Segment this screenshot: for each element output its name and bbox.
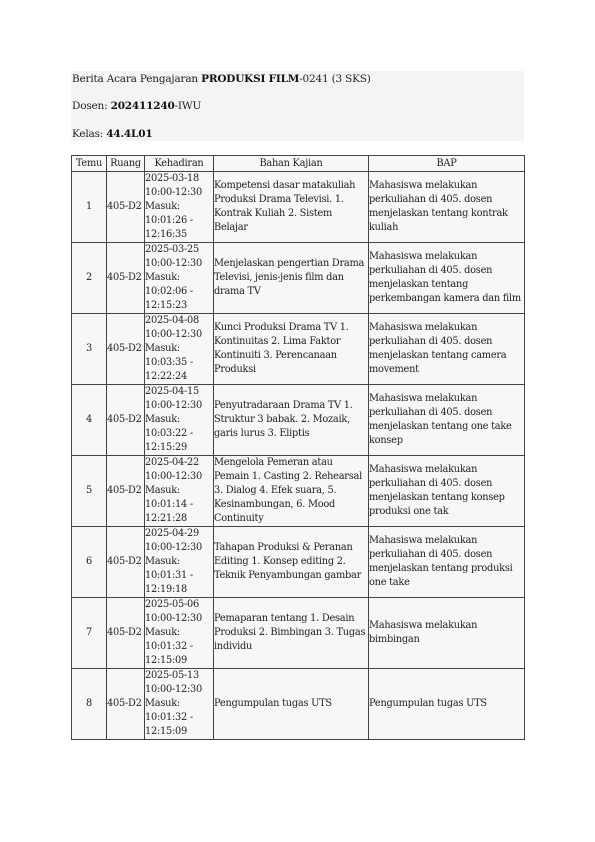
kehadiran-masuk-label: Masuk: xyxy=(145,485,180,496)
cell-temu: 1 xyxy=(72,172,107,243)
kehadiran-masuk-label: Masuk: xyxy=(145,556,180,567)
kehadiran-keluar-time: 12:21:28 xyxy=(145,513,187,524)
cell-bap: Mahasiswa melakukan perkuliahan di 405. dosen menjelaskan tentang produksi one take xyxy=(369,527,525,598)
kehadiran-date: 2025-05-13 xyxy=(145,670,199,681)
course-prefix: Berita Acara Pengajaran xyxy=(72,73,202,85)
cell-temu: 8 xyxy=(72,669,107,740)
kehadiran-time: 10:00-12:30 xyxy=(145,329,203,340)
kehadiran-keluar-time: 12:15:23 xyxy=(145,300,187,311)
cell-kehadiran xyxy=(145,172,214,243)
column-header-ruang: Ruang xyxy=(107,156,145,172)
kehadiran-masuk-time: 10:01:26 - xyxy=(145,215,193,226)
kehadiran-date: 2025-05-06 xyxy=(145,599,199,610)
cell-temu: 6 xyxy=(72,527,107,598)
cell-ruang: 405-D2 xyxy=(107,243,145,314)
kehadiran-time: 10:00-12:30 xyxy=(145,684,203,695)
kehadiran-date: 2025-04-08 xyxy=(145,315,199,326)
kehadiran-keluar-time: 12:22:24 xyxy=(145,371,187,382)
column-header-temu: Temu xyxy=(72,156,107,172)
table-row xyxy=(72,527,525,598)
cell-kehadiran xyxy=(145,669,214,740)
cell-bahan-kajian: Tahapan Produksi & Peranan Editing 1. Konsep editing 2. Teknik Penyambungan gambar xyxy=(214,527,369,598)
cell-bahan-kajian: Penyutradaraan Drama TV 1. Struktur 3 babak. 2. Mozaik, garis lurus 3. Eliptis xyxy=(214,385,369,456)
course-name: PRODUKSI FILM xyxy=(201,73,300,85)
kehadiran-time: 10:00-12:30 xyxy=(145,400,203,411)
cell-bap: Mahasiswa melakukan perkuliahan di 405. dosen menjelaskan tentang camera movement xyxy=(369,314,525,385)
kehadiran-time: 10:00-12:30 xyxy=(145,471,203,482)
kehadiran-date: 2025-04-29 xyxy=(145,528,199,539)
kehadiran-masuk-label: Masuk: xyxy=(145,343,180,354)
kehadiran-time: 10:00-12:30 xyxy=(145,258,203,269)
kehadiran-keluar-time: 12:15:09 xyxy=(145,726,187,737)
cell-ruang: 405-D2 xyxy=(107,669,145,740)
column-header-bap: BAP xyxy=(369,156,525,172)
cell-ruang: 405-D2 xyxy=(107,314,145,385)
table-header-row xyxy=(72,156,525,172)
cell-bap: Pengumpulan tugas UTS xyxy=(369,669,525,740)
cell-ruang: 405-D2 xyxy=(107,385,145,456)
table-row xyxy=(72,598,525,669)
cell-temu: 7 xyxy=(72,598,107,669)
cell-kehadiran xyxy=(145,598,214,669)
table-row xyxy=(72,243,525,314)
cell-bap: Mahasiswa melakukan bimbingan xyxy=(369,598,525,669)
kehadiran-masuk-time: 10:01:14 - xyxy=(145,499,193,510)
cell-bahan-kajian: Pemaparan tentang 1. Desain Produksi 2. Bimbingan 3. Tugas individu xyxy=(214,598,369,669)
cell-ruang: 405-D2 xyxy=(107,598,145,669)
cell-bahan-kajian: Pengumpulan tugas UTS xyxy=(214,669,369,740)
kehadiran-keluar-time: 12:15:29 xyxy=(145,442,187,453)
kehadiran-date: 2025-03-18 xyxy=(145,173,199,184)
table-row xyxy=(72,172,525,243)
cell-bahan-kajian: Kunci Produksi Drama TV 1. Kontinuitas 2. Lima Faktor Kontinuiti 3. Perencanaan Produksi xyxy=(214,314,369,385)
table-row xyxy=(72,385,525,456)
kehadiran-masuk-time: 10:01:31 - xyxy=(145,570,193,581)
table-row xyxy=(72,456,525,527)
cell-kehadiran xyxy=(145,527,214,598)
cell-kehadiran xyxy=(145,243,214,314)
cell-bap: Mahasiswa melakukan perkuliahan di 405. dosen menjelaskan tentang konsep produksi one tak xyxy=(369,456,525,527)
kehadiran-time: 10:00-12:30 xyxy=(145,187,203,198)
kehadiran-masuk-time: 10:02:06 - xyxy=(145,286,193,297)
cell-temu: 3 xyxy=(72,314,107,385)
cell-kehadiran xyxy=(145,456,214,527)
table-row xyxy=(72,314,525,385)
kehadiran-masuk-label: Masuk: xyxy=(145,414,180,425)
cell-ruang: 405-D2 xyxy=(107,456,145,527)
document-header xyxy=(71,71,524,141)
kehadiran-time: 10:00-12:30 xyxy=(145,542,203,553)
cell-bap: Mahasiswa melakukan perkuliahan di 405. dosen menjelaskan tentang kontrak kuliah xyxy=(369,172,525,243)
cell-bahan-kajian: Menjelaskan pengertian Drama Televisi, jenis-jenis film dan drama TV xyxy=(214,243,369,314)
kelas-value: 44.4L01 xyxy=(106,128,153,140)
column-header-kehadiran: Kehadiran xyxy=(145,156,214,172)
dosen-id: 202411240 xyxy=(110,100,175,112)
kehadiran-masuk-label: Masuk: xyxy=(145,627,180,638)
kehadiran-masuk-label: Masuk: xyxy=(145,201,180,212)
dosen-suffix: -IWU xyxy=(174,100,202,112)
kehadiran-masuk-time: 10:01:32 - xyxy=(145,712,193,723)
kehadiran-date: 2025-04-15 xyxy=(145,386,199,397)
course-line xyxy=(72,73,371,85)
cell-temu: 4 xyxy=(72,385,107,456)
kelas-line xyxy=(72,128,152,140)
kehadiran-masuk-time: 10:03:35 - xyxy=(145,357,193,368)
cell-kehadiran xyxy=(145,385,214,456)
kehadiran-masuk-time: 10:03:22 - xyxy=(145,428,193,439)
cell-bahan-kajian: Mengelola Pemeran atau Pemain 1. Casting 2. Rehearsal 3. Dialog 4. Efek suara, 5. Kesinambungan, 6. Mood Continuity xyxy=(214,456,369,527)
kehadiran-time: 10:00-12:30 xyxy=(145,613,203,624)
cell-ruang: 405-D2 xyxy=(107,172,145,243)
attendance-table xyxy=(71,155,525,740)
table-body xyxy=(72,172,525,740)
cell-bap: Mahasiswa melakukan perkuliahan di 405. dosen menjelaskan tentang perkembangan kamera dan film xyxy=(369,243,525,314)
cell-kehadiran xyxy=(145,314,214,385)
cell-ruang: 405-D2 xyxy=(107,527,145,598)
kehadiran-date: 2025-04-22 xyxy=(145,457,199,468)
course-suffix: -0241 (3 SKS) xyxy=(299,73,371,85)
kehadiran-masuk-time: 10:01:32 - xyxy=(145,641,193,652)
kelas-label: Kelas: xyxy=(72,128,107,140)
cell-temu: 2 xyxy=(72,243,107,314)
column-header-bahan-kajian: Bahan Kajian xyxy=(214,156,369,172)
cell-bahan-kajian: Kompetensi dasar matakuliah Produksi Drama Televisi. 1. Kontrak Kuliah 2. Sistem Belajar xyxy=(214,172,369,243)
cell-bap: Mahasiswa melakukan perkuliahan di 405. dosen menjelaskan tentang one take konsep xyxy=(369,385,525,456)
kehadiran-masuk-label: Masuk: xyxy=(145,272,180,283)
kehadiran-masuk-label: Masuk: xyxy=(145,698,180,709)
table-row xyxy=(72,669,525,740)
kehadiran-keluar-time: 12:19:18 xyxy=(145,584,187,595)
kehadiran-date: 2025-03-25 xyxy=(145,244,199,255)
cell-temu: 5 xyxy=(72,456,107,527)
kehadiran-keluar-time: 12:16:35 xyxy=(145,229,187,240)
dosen-line xyxy=(72,100,201,112)
kehadiran-keluar-time: 12:15:09 xyxy=(145,655,187,666)
dosen-label: Dosen: xyxy=(72,100,111,112)
